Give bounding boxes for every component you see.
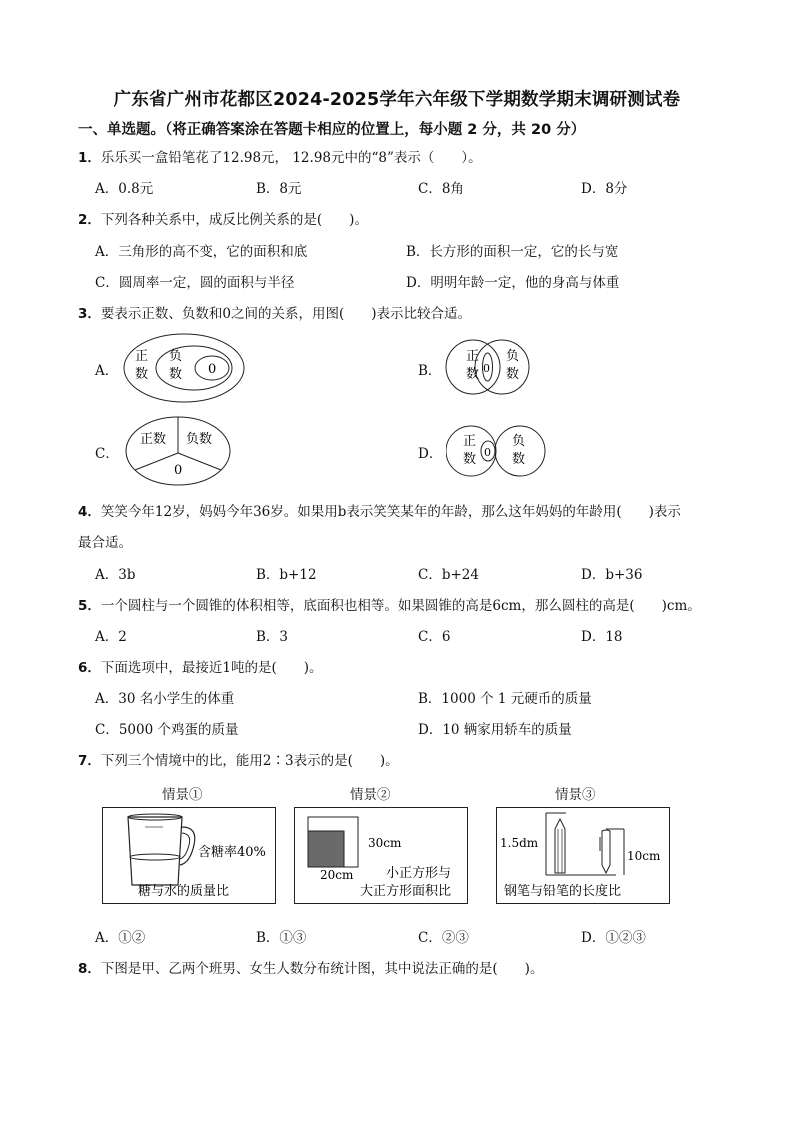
option-b: B．①③ [256,930,307,946]
page-title: 广东省广州市花都区2024-2025学年六年级下学期数学期末调研测试卷 [113,90,681,110]
option-a: A．①② [95,930,146,946]
question-4 [78,500,681,520]
question-4-cont: 最合适。 [78,535,132,551]
scene-2-dim-big: 30cm [368,836,402,850]
question-text: 下面选项中，最接近1吨的是( )。 [100,660,323,676]
label-shu: 数 [512,452,526,467]
figure-label-b: B． [418,363,442,379]
question-number: 5． [78,598,101,614]
option-a: A．2 [95,629,127,645]
option-b: B．b+12 [256,567,317,583]
option-c: C．6 [418,629,451,645]
option-d: D．b+36 [581,567,643,583]
label-zero: 0 [174,463,183,478]
option-c: C．圆周率一定，圆的面积与半径 [95,275,295,291]
option-c: C．5000 个鸡蛋的质量 [95,722,239,738]
option-c: C．b+24 [418,567,479,583]
scene-3-figure [496,807,670,904]
option-c: C．8角 [418,181,464,197]
scene-2-caption-2: 大正方形面积比 [360,884,452,899]
question-text: 一个圆柱与一个圆锥的体积相等，底面积也相等。如果圆锥的高是6cm，那么圆柱的高是( )cm。 [100,598,701,614]
question-number: 1． [78,150,101,166]
option-a: A．0.8元 [95,181,154,197]
venn-figure-a [120,330,250,406]
label-zheng: 正 [463,434,477,449]
label-zheng: 正 [466,349,480,364]
option-a: A．3b [95,567,136,583]
option-d: D．①②③ [581,930,646,946]
question-text: 下列三个情境中的比，能用2∶3表示的是( )。 [100,753,399,769]
label-shu: 数 [135,367,149,382]
figure-label-c: C． [95,446,119,462]
question-number: 7． [78,753,101,769]
scene-3-dim-pencil: 1.5dm [500,836,539,850]
venn-figure-c [122,413,234,489]
question-8 [78,957,543,977]
question-text: 要表示正数、负数和0之间的关系，用图( )表示比较合适。 [100,306,472,322]
scene-3-caption: 钢笔与铅笔的长度比 [504,884,622,899]
question-text: 下图是甲、乙两个班男、女生人数分布统计图，其中说法正确的是( )。 [100,961,544,977]
scene-2-caption-1: 小正方形与 [386,866,452,881]
label-zero: 0 [483,362,490,375]
question-text: 笑笑今年12岁，妈妈今年36岁。如果用b表示笑笑某年的年龄，那么这年妈妈的年龄用( )表示 [100,504,681,520]
figure-label-a: A． [95,363,119,379]
option-b: B．8元 [256,181,302,197]
label-shu: 数 [463,452,477,467]
question-number: 6． [78,660,101,676]
label-zero: 0 [484,446,491,459]
question-text: 下列各种关系中，成反比例关系的是( )。 [100,212,368,228]
option-a: A．30 名小学生的体重 [95,691,235,707]
option-c: C．②③ [418,930,469,946]
label-fushu: 负数 [186,432,213,447]
option-d: D．10 辆家用轿车的质量 [418,722,572,738]
label-shu: 数 [169,367,183,382]
question-5 [78,594,701,614]
option-d: D．18 [581,629,623,645]
label-fu: 负 [506,349,520,364]
question-3 [78,302,471,322]
label-fu: 负 [512,434,526,449]
scene-3-title: 情景③ [555,787,596,803]
question-6 [78,656,323,676]
section-heading: 一、单选题。（将正确答案涂在答题卡相应的位置上，每小题 2 分，共 20 分） [78,122,586,138]
label-shu: 数 [506,367,520,382]
option-d: D．8分 [581,181,628,197]
scene-2-figure [294,807,468,904]
venn-figure-d [446,421,548,481]
question-text: 乐乐买一盒铅笔花了12.98元， 12.98元中的“8”表示（ ）。 [100,150,482,166]
label-shu: 数 [466,367,480,382]
question-number: 8． [78,961,101,977]
label-zheng: 正 [135,349,149,364]
label-fu: 负 [169,349,183,364]
venn-figure-b [440,334,536,400]
figure-label-d: D． [418,446,443,462]
option-b: B．3 [256,629,289,645]
scene-2-title: 情景② [350,787,391,803]
question-number: 3． [78,306,101,322]
question-7 [78,749,399,769]
scene-1-figure [102,807,276,904]
option-a: A．三角形的高不变，它的面积和底 [95,244,308,260]
option-b: B．长方形的面积一定，它的长与宽 [406,244,619,260]
question-number: 2． [78,212,101,228]
option-d: D．明明年龄一定，他的身高与体重 [406,275,620,291]
scene-3-dim-pen: 10cm [627,849,661,863]
scene-1-caption: 糖与水的质量比 [138,884,230,899]
question-number: 4． [78,504,101,520]
scene-2-dim-small: 20cm [320,868,354,882]
question-2 [78,208,368,228]
scene-1-note: 含糖率40% [198,845,266,860]
scene-1-title: 情景① [162,787,203,803]
option-b: B．1000 个 1 元硬币的质量 [418,691,592,707]
label-zhengshu: 正数 [140,432,167,447]
question-1 [78,146,482,166]
label-zero: 0 [208,362,217,377]
